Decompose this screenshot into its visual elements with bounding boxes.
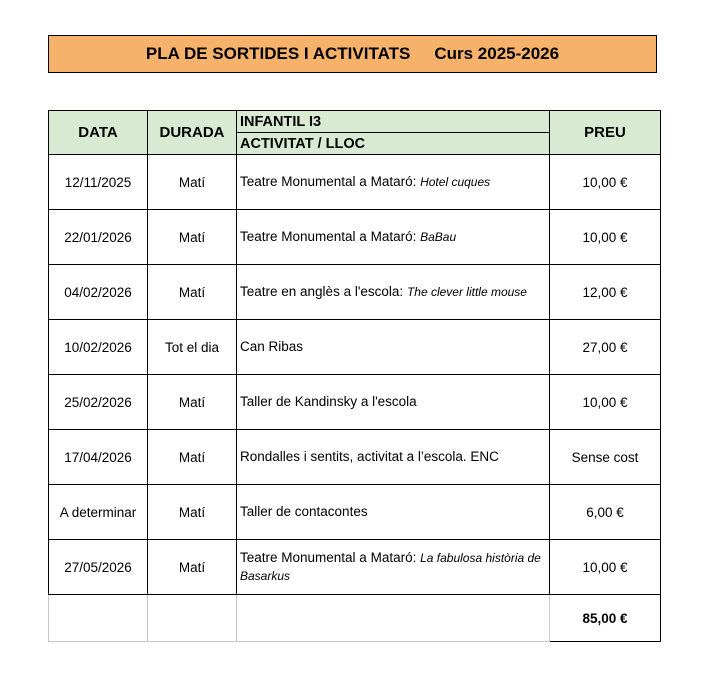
row-price: 10,00 € (550, 210, 661, 265)
header-date: DATA (49, 111, 148, 155)
header-activity: ACTIVITAT / LLOC (237, 133, 550, 155)
row-activity (237, 540, 550, 595)
page-title (48, 35, 657, 73)
activity-title: La fabulosa història de Basarkus (240, 551, 541, 583)
row-activity (237, 320, 550, 375)
row-activity (237, 485, 550, 540)
row-duration: Matí (148, 485, 237, 540)
row-date: 25/02/2026 (49, 375, 148, 430)
row-activity (237, 210, 550, 265)
activity-text: Teatre Monumental a Mataró: (240, 174, 421, 189)
table-row (49, 155, 661, 210)
table-row (49, 210, 661, 265)
row-price: 10,00 € (550, 540, 661, 595)
row-duration: Tot el dia (148, 320, 237, 375)
row-duration: Matí (148, 210, 237, 265)
row-price: 10,00 € (550, 155, 661, 210)
row-duration: Matí (148, 155, 237, 210)
row-activity (237, 430, 550, 485)
activity-title: BaBau (420, 230, 457, 244)
total-empty-activity (237, 595, 550, 642)
table-row (49, 540, 661, 595)
activity-text: Can Ribas (240, 339, 304, 354)
row-date: 12/11/2025 (49, 155, 148, 210)
table-row (49, 375, 661, 430)
activities-table (48, 110, 661, 642)
total-price: 85,00 € (550, 595, 661, 642)
table-row (49, 485, 661, 540)
row-activity (237, 265, 550, 320)
row-price: 6,00 € (550, 485, 661, 540)
row-date: A determinar (49, 485, 148, 540)
table-row (49, 430, 661, 485)
activity-title: Hotel cuques (420, 175, 491, 189)
row-duration: Matí (148, 540, 237, 595)
row-price: 10,00 € (550, 375, 661, 430)
row-price: 27,00 € (550, 320, 661, 375)
total-empty-date (49, 595, 148, 642)
activity-title: The clever little mouse (406, 285, 527, 299)
activity-text: Taller de contacontes (240, 504, 368, 519)
activity-text: Rondalles i sentits, activitat a l’escola. ENC (240, 449, 499, 464)
row-date: 22/01/2026 (49, 210, 148, 265)
row-date: 17/04/2026 (49, 430, 148, 485)
activity-text: Teatre en anglès a l'escola: (240, 284, 407, 299)
row-duration: Matí (148, 375, 237, 430)
table-header-row (49, 111, 661, 133)
row-date: 10/02/2026 (49, 320, 148, 375)
total-empty-duration (148, 595, 237, 642)
header-duration: DURADA (148, 111, 237, 155)
row-duration: Matí (148, 265, 237, 320)
row-activity (237, 375, 550, 430)
row-date: 27/05/2026 (49, 540, 148, 595)
row-price: Sense cost (550, 430, 661, 485)
table-row (49, 320, 661, 375)
header-price: PREU (550, 111, 661, 155)
row-price: 12,00 € (550, 265, 661, 320)
course-year: Curs 2025-2026 (434, 44, 560, 63)
row-date: 04/02/2026 (49, 265, 148, 320)
title-text: PLA DE SORTIDES I ACTIVITATS (145, 44, 411, 63)
header-group: INFANTIL I3 (237, 111, 550, 133)
activity-text: Taller de Kandinsky a l'escola (240, 394, 417, 409)
row-activity (237, 155, 550, 210)
table-row (49, 265, 661, 320)
activity-text: Teatre Monumental a Mataró: (240, 550, 421, 565)
total-row (49, 595, 661, 642)
activity-text: Teatre Monumental a Mataró: (240, 229, 421, 244)
row-duration: Matí (148, 430, 237, 485)
